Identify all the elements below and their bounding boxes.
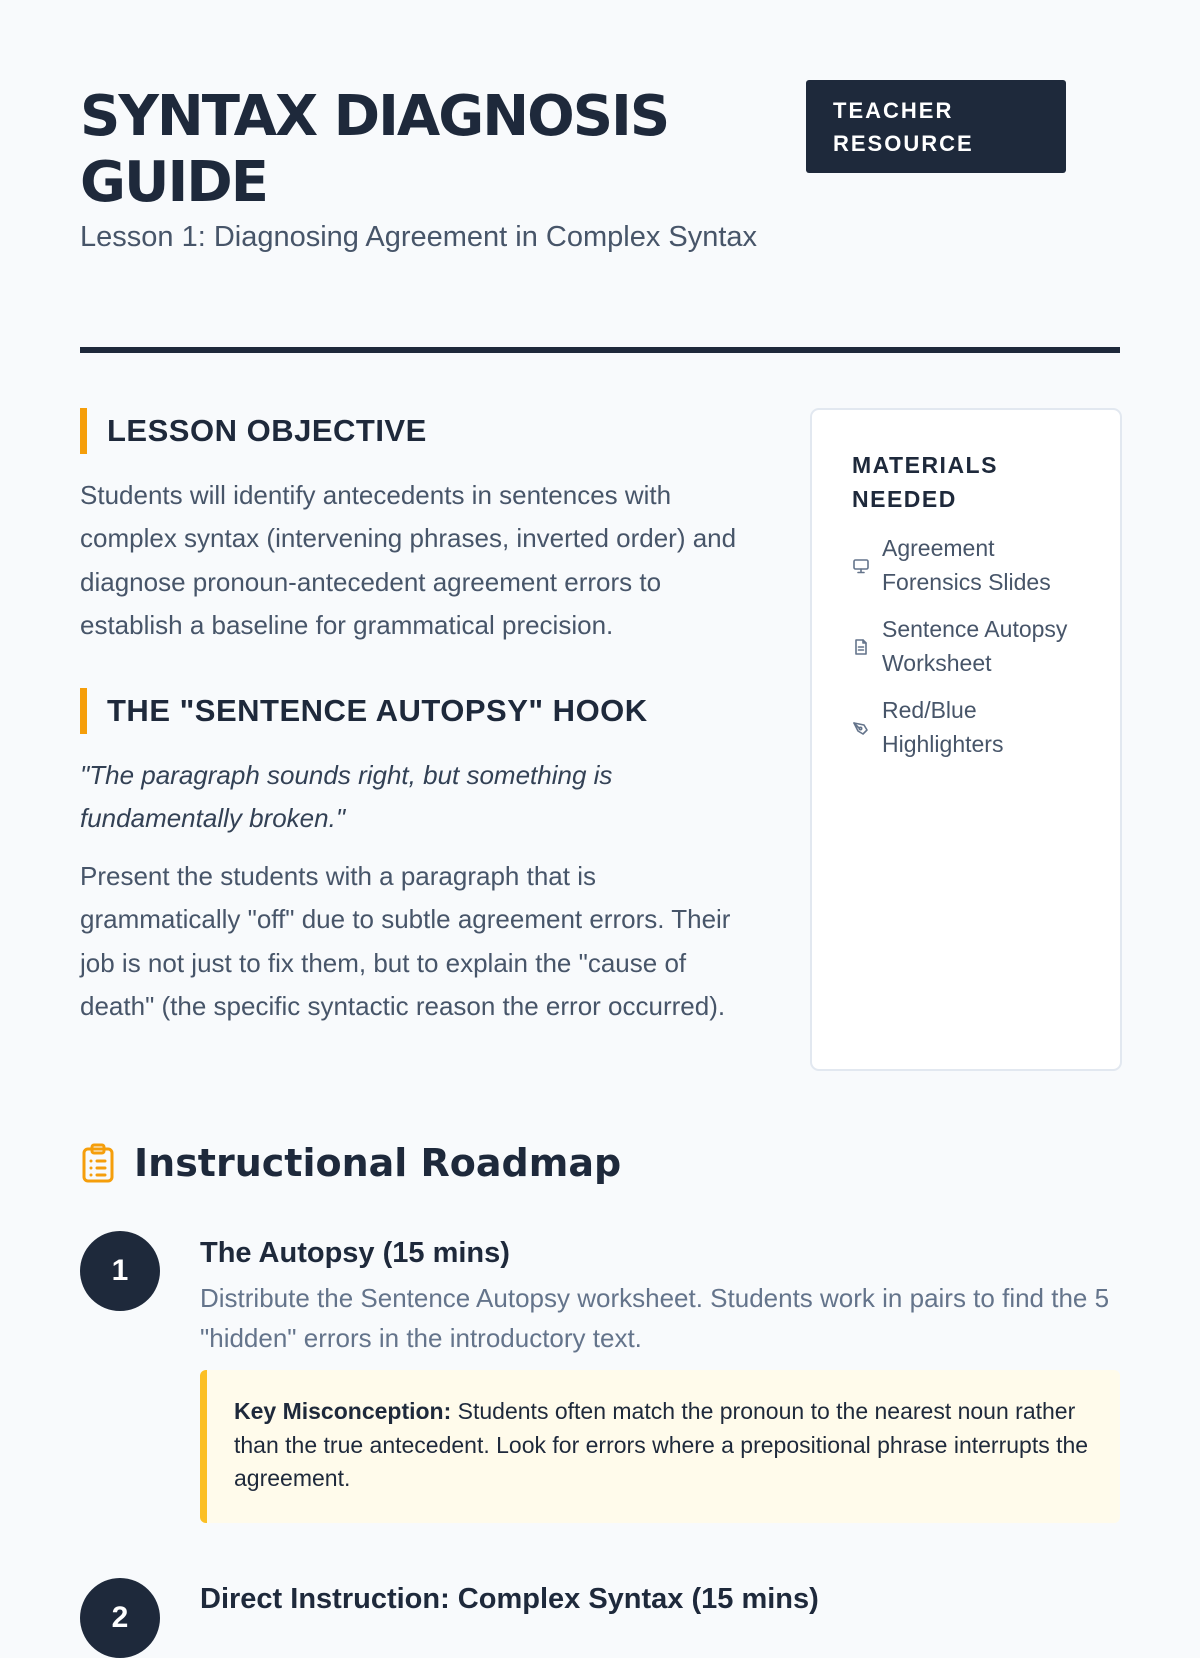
materials-list: [852, 532, 1100, 761]
materials-item-label: Red/Blue Highlighters: [882, 697, 1004, 757]
lesson-objective-heading: LESSON OBJECTIVE: [80, 408, 780, 454]
lesson-objective-text: Students will identify antecedents in sentences with complex syntax (intervening phrases, inverted order) and diagnose pronoun-antecedent agreement errors to establish a baseline for grammatical precision.: [80, 480, 737, 640]
document-icon: [852, 638, 870, 656]
step-description: Distribute the Sentence Autopsy worksheet. Students work in pairs to find the 5 "hidden" errors in the introductory text.: [200, 1283, 1110, 1353]
materials-item: [852, 532, 1100, 599]
highlighter-icon: [852, 719, 870, 737]
document-header: [80, 80, 1120, 352]
clipboard-list-icon: [80, 1143, 116, 1183]
materials-card: [810, 408, 1122, 1071]
header-divider: [80, 347, 1120, 353]
page: [80, 0, 1120, 1634]
materials-item-label: Agreement Forensics Slides: [882, 535, 1051, 595]
materials-item-label: Sentence Autopsy Worksheet: [882, 616, 1068, 676]
materials-title: MATERIALS NEEDED: [852, 452, 998, 512]
callout-label: Key Misconception:: [234, 1398, 452, 1424]
hook-text: Present the students with a paragraph that is grammatically "off" due to subtle agreement errors. Their job is not just to fix them, but to explain the "cause of death" (the specific syntactic reason the error occurred).: [80, 861, 731, 1021]
step-title: Direct Instruction: Complex Syntax (15 mins): [200, 1583, 819, 1615]
teacher-resource-badge: TEACHER RESOURCE: [806, 80, 1066, 173]
hook-heading: THE "SENTENCE AUTOPSY" HOOK: [80, 688, 780, 734]
step-number-badge: 2: [80, 1578, 160, 1658]
materials-item: [852, 694, 1100, 761]
page-subtitle: Lesson 1: Diagnosing Agreement in Complex Syntax: [80, 221, 758, 253]
materials-item: [852, 613, 1100, 680]
presentation-icon: [852, 557, 870, 575]
key-misconception-callout: [200, 1370, 1120, 1523]
step-title: The Autopsy (15 mins): [200, 1237, 510, 1269]
roadmap-heading: [80, 1138, 621, 1188]
callout-text: Students often match the pronoun to the nearest noun rather than the true antecedent. Look for errors where a prepositional phrase interrupts the agreement.: [234, 1398, 1089, 1491]
roadmap-title: Instructional Roadmap: [134, 1141, 622, 1185]
hook-quote: "The paragraph sounds right, but something is fundamentally broken.": [80, 760, 613, 834]
step-number-badge: 1: [80, 1231, 160, 1311]
page-title: SYNTAX DIAGNOSIS GUIDE: [80, 84, 669, 215]
